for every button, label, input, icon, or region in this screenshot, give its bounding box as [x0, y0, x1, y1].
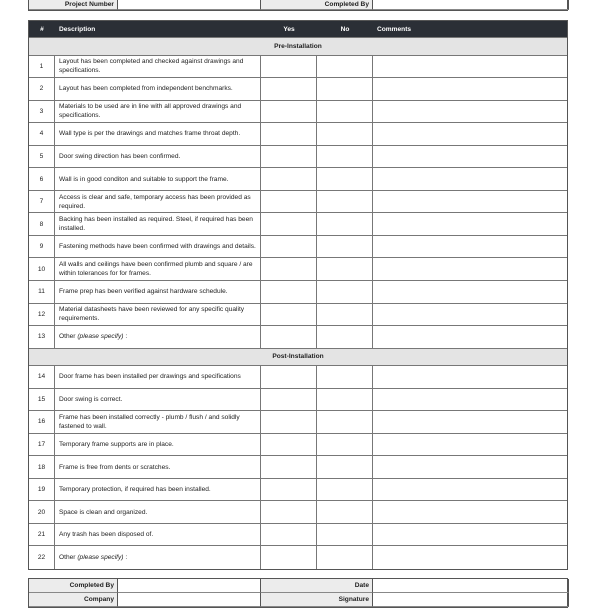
- yes-cell[interactable]: [261, 434, 317, 456]
- item-description: [55, 411, 261, 433]
- table-row: [29, 304, 567, 327]
- comments-cell[interactable]: [373, 456, 569, 478]
- company-field[interactable]: [118, 593, 261, 607]
- checklist-table: [28, 20, 568, 570]
- item-description: [55, 389, 261, 411]
- table-row: [29, 191, 567, 214]
- yes-cell[interactable]: [261, 326, 317, 348]
- table-row: [29, 326, 567, 349]
- no-cell[interactable]: [317, 56, 373, 78]
- yes-cell[interactable]: [261, 411, 317, 433]
- item-number: 13: [29, 326, 55, 348]
- yes-cell[interactable]: [261, 456, 317, 478]
- yes-cell[interactable]: [261, 501, 317, 523]
- no-cell[interactable]: [317, 456, 373, 478]
- comments-cell[interactable]: [373, 56, 569, 78]
- item-number: 19: [29, 479, 55, 501]
- item-number: 5: [29, 146, 55, 168]
- description-text: [59, 57, 256, 75]
- item-number: 4: [29, 123, 55, 145]
- table-header: [29, 21, 567, 38]
- no-cell[interactable]: [317, 326, 373, 348]
- table-row: [29, 546, 567, 569]
- description-main: Wall is in good conditon and suitable to support the frame.: [59, 175, 229, 183]
- item-description: [55, 456, 261, 478]
- item-number: 2: [29, 78, 55, 100]
- item-description: [55, 281, 261, 303]
- description-main: Door swing direction has been confirmed.: [59, 152, 181, 160]
- description-suffix: :: [123, 333, 128, 341]
- description-text: [59, 260, 256, 278]
- description-main: Wall type is per the drawings and matches frame throat depth.: [59, 130, 241, 138]
- description-text: [59, 287, 228, 296]
- comments-cell[interactable]: [373, 146, 569, 168]
- item-description: [55, 146, 261, 168]
- description-text: [59, 215, 256, 233]
- description-main: Other: [59, 333, 78, 341]
- yes-cell[interactable]: [261, 366, 317, 388]
- item-description: [55, 366, 261, 388]
- comments-cell[interactable]: [373, 304, 569, 326]
- description-main: Layout has been completed from independent benchmarks.: [59, 85, 233, 93]
- item-number: 16: [29, 411, 55, 433]
- no-cell[interactable]: [317, 479, 373, 501]
- no-cell[interactable]: [317, 501, 373, 523]
- description-text: [59, 193, 256, 211]
- yes-cell[interactable]: [261, 56, 317, 78]
- yes-cell[interactable]: [261, 304, 317, 326]
- description-text: [59, 440, 174, 449]
- description-main: Backing has been installed as required. Steel, if required has been installed.: [59, 216, 253, 233]
- description-suffix: :: [123, 554, 128, 562]
- description-main: Any trash has been disposed of.: [59, 531, 154, 539]
- description-main: All walls and ceilings have been confirmed plumb and square / are within tolerances for for frames.: [59, 261, 253, 278]
- description-text: [59, 395, 122, 404]
- yes-cell[interactable]: [261, 236, 317, 258]
- item-description: [55, 479, 261, 501]
- signature-label: Signature: [261, 593, 373, 607]
- yes-cell[interactable]: [261, 101, 317, 123]
- comments-cell[interactable]: [373, 191, 569, 213]
- description-text: [59, 332, 127, 341]
- description-text: [59, 553, 127, 562]
- description-main: Frame is free from dents or scratches.: [59, 463, 171, 471]
- item-number: 22: [29, 546, 55, 569]
- table-row: [29, 524, 567, 547]
- description-main: Frame prep has been verified against hardware schedule.: [59, 288, 228, 296]
- table-row: [29, 213, 567, 236]
- yes-cell[interactable]: [261, 146, 317, 168]
- description-text: [59, 242, 256, 251]
- comments-cell[interactable]: [373, 258, 569, 280]
- item-number: 21: [29, 524, 55, 546]
- item-description: [55, 501, 261, 523]
- no-cell[interactable]: [317, 389, 373, 411]
- description-italic: (please specify): [77, 333, 124, 341]
- comments-cell[interactable]: [373, 236, 569, 258]
- item-number: 15: [29, 389, 55, 411]
- table-row: [29, 501, 567, 524]
- description-text: [59, 485, 211, 494]
- comments-cell[interactable]: [373, 281, 569, 303]
- description-text: [59, 508, 147, 517]
- no-cell[interactable]: [317, 146, 373, 168]
- item-description: [55, 258, 261, 280]
- description-main: Layout has been completed and checked against drawings and specifications.: [59, 58, 244, 75]
- comments-cell[interactable]: [373, 434, 569, 456]
- description-text: [59, 175, 228, 184]
- item-description: [55, 101, 261, 123]
- table-row: [29, 258, 567, 281]
- item-description: [55, 191, 261, 213]
- yes-cell[interactable]: [261, 546, 317, 569]
- description-text: [59, 84, 233, 93]
- no-cell[interactable]: [317, 366, 373, 388]
- description-main: Access is clear and safe, temporary access has been provided as required.: [59, 193, 251, 210]
- completed-by-field[interactable]: [118, 579, 261, 593]
- yes-cell[interactable]: [261, 479, 317, 501]
- item-number: 20: [29, 501, 55, 523]
- table-row: [29, 123, 567, 146]
- comments-cell[interactable]: [373, 168, 569, 190]
- yes-cell[interactable]: [261, 191, 317, 213]
- item-number: 12: [29, 304, 55, 326]
- comments-cell[interactable]: [373, 411, 569, 433]
- yes-cell[interactable]: [261, 168, 317, 190]
- description-main: Fastening methods have been confirmed with drawings and details.: [59, 243, 256, 251]
- item-description: [55, 213, 261, 235]
- no-cell[interactable]: [317, 524, 373, 546]
- no-cell[interactable]: [317, 411, 373, 433]
- col-yes: Yes: [283, 25, 295, 33]
- comments-cell[interactable]: [373, 479, 569, 501]
- table-row: [29, 389, 567, 412]
- description-main: Other: [59, 554, 78, 562]
- description-main: Door frame has been installed per drawings and specifications: [59, 373, 241, 381]
- description-main: Material datasheets have been reviewed for any specific quality requirements.: [59, 306, 245, 323]
- item-number: 3: [29, 101, 55, 123]
- description-text: [59, 102, 256, 120]
- comments-cell[interactable]: [373, 101, 569, 123]
- item-number: 18: [29, 456, 55, 478]
- yes-cell[interactable]: [261, 213, 317, 235]
- table-row: [29, 56, 567, 79]
- description-text: [59, 129, 240, 138]
- yes-cell[interactable]: [261, 123, 317, 145]
- comments-cell[interactable]: [373, 78, 569, 100]
- no-cell[interactable]: [317, 123, 373, 145]
- table-row: [29, 434, 567, 457]
- completed-by-label: Completed By: [261, 0, 373, 10]
- completed-by-field[interactable]: [373, 0, 569, 10]
- table-row: [29, 236, 567, 259]
- description-text: [59, 372, 241, 381]
- table-row: [29, 168, 567, 191]
- table-row: [29, 411, 567, 434]
- item-number: 1: [29, 56, 55, 78]
- comments-cell[interactable]: [373, 366, 569, 388]
- no-cell[interactable]: [317, 236, 373, 258]
- no-cell[interactable]: [317, 101, 373, 123]
- col-comments: Comments: [377, 25, 412, 33]
- comments-cell[interactable]: [373, 326, 569, 348]
- table-row: [29, 456, 567, 479]
- item-description: [55, 326, 261, 348]
- comments-cell[interactable]: [373, 524, 569, 546]
- table-row: [29, 366, 567, 389]
- no-cell[interactable]: [317, 304, 373, 326]
- description-main: Materials to be used are in line with all approved drawings and specifications.: [59, 103, 242, 120]
- completed-by-label: Completed By: [29, 579, 118, 593]
- table-row: [29, 281, 567, 304]
- no-cell[interactable]: [317, 191, 373, 213]
- section-header: Pre-Installation: [29, 38, 567, 56]
- comments-cell[interactable]: [373, 546, 569, 569]
- table-row: [29, 101, 567, 124]
- comments-cell[interactable]: [373, 501, 569, 523]
- no-cell[interactable]: [317, 281, 373, 303]
- description-text: [59, 152, 180, 161]
- comments-cell[interactable]: [373, 213, 569, 235]
- yes-cell[interactable]: [261, 78, 317, 100]
- item-number: 6: [29, 168, 55, 190]
- company-label: Company: [29, 593, 118, 607]
- description-text: [59, 305, 256, 323]
- item-number: 10: [29, 258, 55, 280]
- description-italic: (please specify): [77, 554, 124, 562]
- yes-cell[interactable]: [261, 281, 317, 303]
- description-main: Temporary protection, if required has been installed.: [59, 486, 211, 494]
- table-body: [29, 38, 567, 569]
- table-row: [29, 146, 567, 169]
- item-description: [55, 56, 261, 78]
- no-cell[interactable]: [317, 168, 373, 190]
- description-main: Space is clean and organized.: [59, 508, 148, 516]
- no-cell[interactable]: [317, 213, 373, 235]
- no-cell[interactable]: [317, 434, 373, 456]
- date-label: Date: [261, 579, 373, 593]
- col-num: #: [40, 25, 44, 33]
- item-number: 8: [29, 213, 55, 235]
- description-text: [59, 530, 153, 539]
- no-cell[interactable]: [317, 258, 373, 280]
- project-number-field[interactable]: [118, 0, 261, 10]
- table-row: [29, 479, 567, 502]
- col-description: Description: [59, 25, 96, 33]
- no-cell[interactable]: [317, 546, 373, 569]
- signoff-box: [28, 578, 568, 608]
- item-description: [55, 123, 261, 145]
- yes-cell[interactable]: [261, 258, 317, 280]
- description-main: Frame has been installed correctly - plumb / flush / and solidly fastened to wall.: [59, 413, 240, 430]
- col-no: No: [340, 25, 350, 33]
- item-description: [55, 524, 261, 546]
- description-main: Door swing is correct.: [59, 395, 123, 403]
- yes-cell[interactable]: [261, 524, 317, 546]
- table-row: [29, 78, 567, 101]
- item-description: [55, 304, 261, 326]
- item-number: 9: [29, 236, 55, 258]
- yes-cell[interactable]: [261, 389, 317, 411]
- comments-cell[interactable]: [373, 123, 569, 145]
- date-field[interactable]: [373, 579, 569, 593]
- project-info-box: [28, 0, 568, 11]
- description-main: Temporary frame supports are in place.: [59, 441, 174, 449]
- comments-cell[interactable]: [373, 389, 569, 411]
- signature-field[interactable]: [373, 593, 569, 607]
- item-number: 14: [29, 366, 55, 388]
- item-description: [55, 236, 261, 258]
- no-cell[interactable]: [317, 78, 373, 100]
- item-description: [55, 168, 261, 190]
- item-description: [55, 546, 261, 569]
- item-number: 17: [29, 434, 55, 456]
- item-description: [55, 78, 261, 100]
- section-header: Post-Installation: [29, 349, 567, 367]
- project-number-label: Project Number: [29, 0, 118, 10]
- item-number: 11: [29, 281, 55, 303]
- item-number: 7: [29, 191, 55, 213]
- description-text: [59, 463, 170, 472]
- item-description: [55, 434, 261, 456]
- description-text: [59, 413, 256, 431]
